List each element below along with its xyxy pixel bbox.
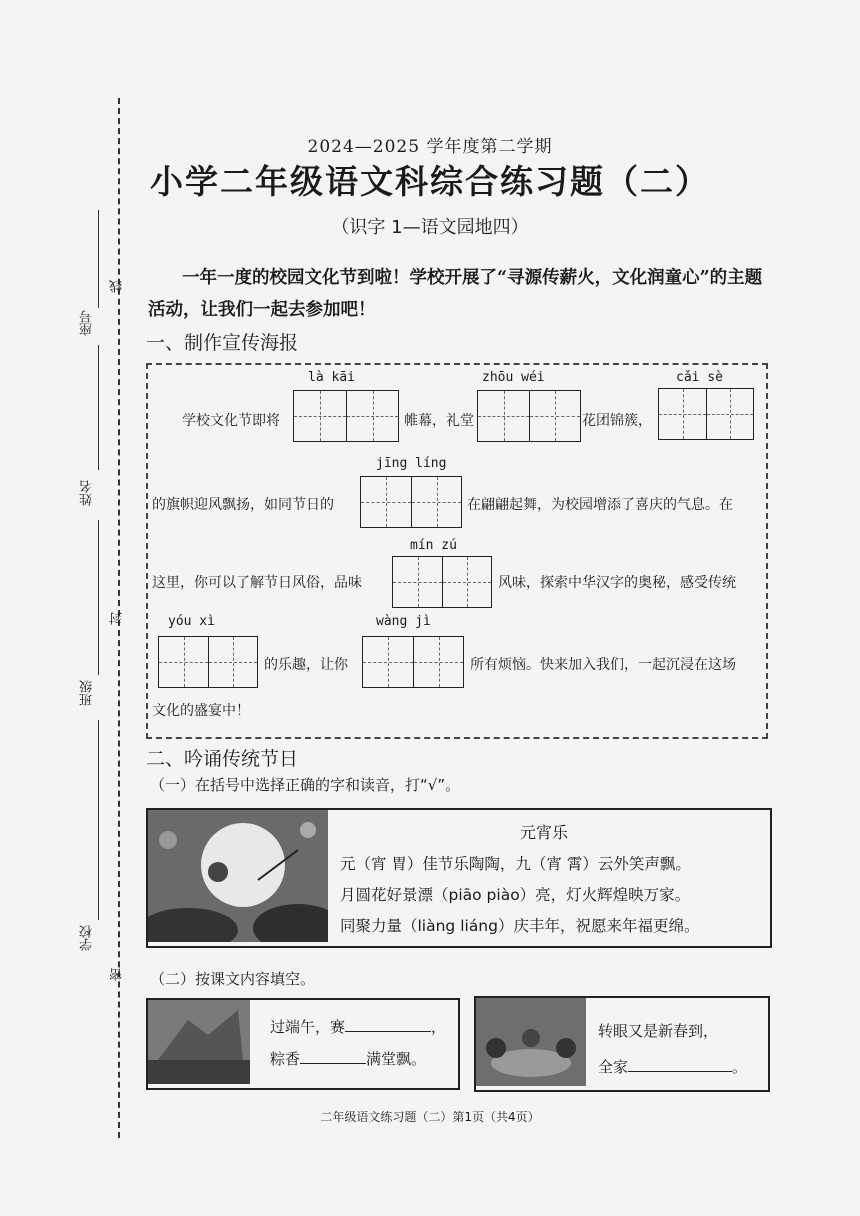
page-footer: 二年级语文练习题（二）第1页（共4页） <box>320 1110 540 1124</box>
fill-left-line-1: 过端午，赛 ， <box>270 1018 447 1036</box>
seat-label: 座号 <box>80 310 95 336</box>
class-label: 班级 <box>80 680 95 706</box>
person-2 <box>556 1038 576 1058</box>
pinyin-6: yóu xì <box>168 614 215 629</box>
writing-grid-3[interactable] <box>658 388 754 440</box>
pinyin-2: zhōu wéi <box>482 370 545 385</box>
person-1 <box>486 1038 506 1058</box>
pinyin-3: cǎi sè <box>676 370 723 385</box>
poem-title: 元宵乐 <box>520 823 569 842</box>
blank-1[interactable] <box>345 1017 431 1032</box>
intro-paragraph: 一年一度的校园文化节到啦！学校开展了“寻源传薪火，文化润童心”的主题活动，让我们一起去参加吧！ <box>148 268 763 320</box>
binding-char-line: 线 <box>110 280 125 293</box>
binding-char-seal: 封 <box>110 612 125 625</box>
lantern-1 <box>159 831 177 849</box>
fill-left-line-2 <box>270 1048 426 1069</box>
blank-3[interactable] <box>628 1057 732 1072</box>
section-2-heading: 二、吟诵传统节日 <box>146 748 299 770</box>
name-label: 姓名 <box>80 480 95 506</box>
fill-left-text-1: 过端午，赛 <box>270 1018 346 1036</box>
dragon-boat-illustration <box>148 1000 250 1084</box>
writing-grid-7[interactable] <box>362 636 464 688</box>
name-line-top <box>98 345 99 470</box>
lantern-2 <box>300 822 316 838</box>
poster-text-10: 文化的盛宴中！ <box>152 703 250 719</box>
binding-char-secret: 密 <box>110 968 125 981</box>
class-line <box>98 720 99 920</box>
writing-grid-2[interactable] <box>477 390 581 442</box>
pinyin-1: là kāi <box>308 370 355 385</box>
poster-text-9: 所有烦恼。快来加入我们，一起沉浸在这场 <box>470 657 736 673</box>
subquestion-1: （一）在括号中选择正确的字和读音，打“√”。 <box>150 776 461 794</box>
lantern-festival-image <box>148 810 328 942</box>
pinyin-5: mín zú <box>410 538 457 553</box>
poem-line-2: 月圆花好景漂（piāo piào）亮，灯火辉煌映万家。 <box>340 886 691 904</box>
dragon-boat-image <box>148 1000 250 1084</box>
poem-line-3: 同聚力量（liàng liáng）庆丰年，祝愿来年福更绵。 <box>340 917 700 935</box>
writing-grid-5[interactable] <box>392 556 492 608</box>
writing-grid-4[interactable] <box>360 476 462 528</box>
writing-grid-1[interactable] <box>293 390 399 442</box>
school-year: 2024—2025 学年度第二学期 <box>307 137 553 157</box>
family-dinner-illustration <box>476 998 586 1086</box>
section-1-heading: 一、制作宣传海报 <box>146 332 299 354</box>
poster-text-1: 学校文化节即将 <box>182 413 280 429</box>
fill-left-text-2: 粽香 <box>270 1050 301 1068</box>
poster-text-4: 的旗帜迎风飘扬，如同节日的 <box>152 497 334 513</box>
lantern-illustration <box>148 810 328 942</box>
blank-2[interactable] <box>300 1049 366 1064</box>
pinyin-4: jīng líng <box>376 456 447 471</box>
water <box>148 1060 250 1084</box>
name-line <box>98 520 99 675</box>
lesson-range: （识字 1—语文园地四） <box>331 217 529 238</box>
poster-text-5: 在翩翩起舞，为校园增添了喜庆的气息。在 <box>467 497 733 513</box>
fill-right-line-2: 全家 。 <box>598 1058 748 1076</box>
poem-line-1: 元（宵 胃）佳节乐陶陶，九（宵 霄）云外笑声飘。 <box>340 855 691 873</box>
spring-festival-image <box>476 998 586 1086</box>
poster-text-7: 风味，探索中华汉字的奥秘，感受传统 <box>498 575 736 591</box>
child-head <box>208 862 228 882</box>
school-label: 学校 <box>80 925 95 951</box>
person-3 <box>522 1029 540 1047</box>
poster-text-3: 花团锦簇， <box>582 413 652 429</box>
fill-right-line-1: 转眼又是新春到， <box>598 1022 719 1040</box>
writing-grid-6[interactable] <box>158 636 258 688</box>
subquestion-2: （二）按课文内容填空。 <box>150 970 316 988</box>
fill-right-text-2: 全家 <box>598 1058 629 1076</box>
poster-text-6: 这里，你可以了解节日风俗，品味 <box>152 575 362 591</box>
fill-left-text-3: 满堂飘。 <box>366 1050 427 1068</box>
page-title: 小学二年级语文科综合练习题（二） <box>150 162 710 201</box>
poster-text-2: 帷幕，礼堂 <box>404 413 474 429</box>
poster-text-8: 的乐趣，让你 <box>264 657 348 673</box>
pinyin-7: wàng jì <box>376 614 431 629</box>
